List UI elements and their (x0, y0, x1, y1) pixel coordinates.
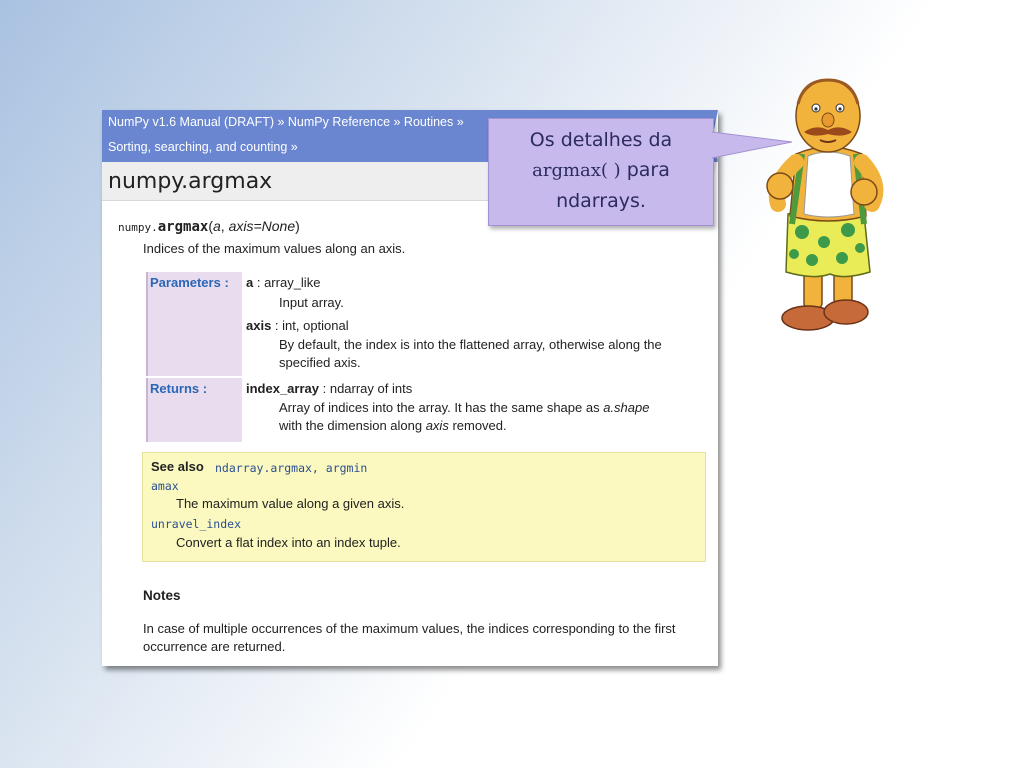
param-a-type: : array_like (253, 275, 321, 290)
notes-heading: Notes (143, 588, 181, 603)
page-title: numpy.argmax (108, 168, 273, 194)
see-also-refs-link[interactable]: ndarray.argmax, argmin (215, 461, 368, 475)
param-a-name: a (246, 275, 254, 290)
signature-module: numpy. (118, 221, 158, 234)
callout-line-1: Os detalhes da (529, 129, 673, 151)
signature-close: ) (295, 218, 300, 234)
return-name: index_array (246, 381, 319, 396)
signature-sep: , (220, 218, 229, 234)
see-also-amax-desc: The maximum value along a given axis. (176, 496, 405, 511)
see-also-title: See also (151, 459, 204, 474)
param-axis-type: : int, optional (271, 318, 349, 333)
see-also-unravel-index-desc: Convert a flat index into an index tuple. (176, 535, 401, 550)
see-also-amax-link[interactable]: amax (151, 479, 179, 493)
signature-function: argmax (157, 219, 209, 235)
callout-line-2 (489, 155, 713, 186)
signature-open: ( (208, 218, 213, 234)
return-type: : ndarray of ints (319, 381, 413, 396)
parameters-label: Parameters : (150, 275, 229, 290)
breadcrumb-line-1[interactable]: NumPy v1.6 Manual (DRAFT) » NumPy Reference » Routines » (108, 115, 464, 129)
param-a-desc: Input array. (279, 295, 344, 310)
return-desc-em1: a.shape (603, 400, 650, 415)
notes-paragraph: In case of multiple occurrences of the maximum values, the indices corresponding to the first occurrence are returned. (143, 621, 676, 654)
return-desc-pre: Array of indices into the array. It has the same shape as (279, 400, 604, 415)
see-also-unravel-index-link[interactable]: unravel_index (151, 517, 242, 531)
return-desc-em2: axis (425, 418, 449, 433)
callout-code: argmax( ) (532, 160, 621, 181)
return-desc-mid: with the dimension along (279, 418, 426, 433)
param-axis-desc: By default, the index is into the flattened array, otherwise along the specified axis. (279, 337, 662, 370)
breadcrumb-line-2[interactable]: Sorting, searching, and counting » (108, 140, 298, 154)
function-summary: Indices of the maximum values along an axis. (143, 241, 406, 256)
signature-arg-axis: axis=None (228, 218, 296, 234)
callout-line-3: ndarrays. (556, 190, 646, 212)
speech-callout (488, 118, 714, 226)
returns-label: Returns : (150, 381, 208, 396)
param-axis-name: axis (246, 318, 272, 333)
return-desc-post: removed. (448, 418, 507, 433)
callout-line-2-rest: para (620, 159, 670, 181)
cartoon-man-icon (752, 74, 892, 336)
signature-arg-a: a (213, 218, 221, 234)
